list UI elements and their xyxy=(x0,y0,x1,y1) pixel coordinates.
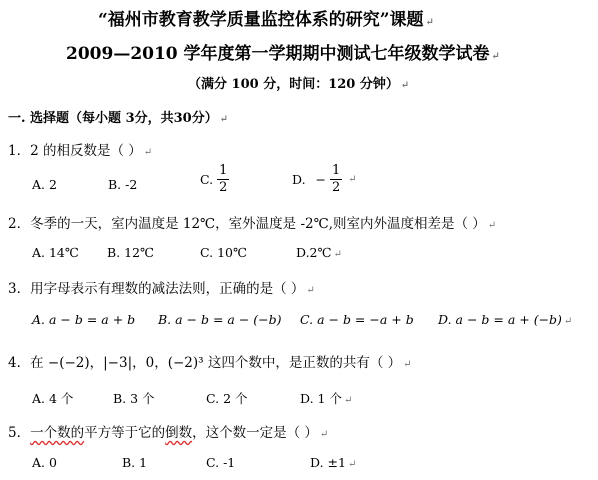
question-5-text: 平方等于它的 xyxy=(84,425,166,441)
minus-sign: − xyxy=(315,172,327,187)
q3-option-a xyxy=(32,312,135,327)
question-4-stem xyxy=(8,351,412,371)
q4-option-d xyxy=(300,389,352,407)
paragraph-mark-icon: ↵ xyxy=(143,147,153,158)
doc-title-text: “福州市教育教学质量监控体系的研究”课题 xyxy=(98,10,424,30)
question-1-text: 1．2 的相反数是（ ） xyxy=(8,143,142,159)
q1-option-d xyxy=(292,163,357,196)
section-heading xyxy=(8,107,228,126)
exam-subtitle xyxy=(188,73,409,92)
q5-option-d xyxy=(310,455,356,470)
q1-option-c-label: C. xyxy=(200,172,214,187)
question-5-number: 5． xyxy=(8,425,31,441)
q3-option-b xyxy=(158,312,282,327)
fraction xyxy=(217,163,229,196)
fraction xyxy=(330,163,342,196)
q4-option-d-text: D. 1 个 xyxy=(300,391,342,406)
q5-option-c: C. -1 xyxy=(206,455,236,470)
q5-option-a: A. 0 xyxy=(32,455,57,470)
q2-option-d xyxy=(296,245,342,260)
question-3-stem xyxy=(8,277,315,297)
paragraph-mark-icon: ↵ xyxy=(491,51,500,62)
paragraph-mark-icon: ↵ xyxy=(563,316,573,327)
q1-option-b: B. -2 xyxy=(108,177,138,192)
paragraph-mark-icon: ↵ xyxy=(348,174,357,185)
doc-title-line1 xyxy=(98,5,434,30)
fraction-numerator: 1 xyxy=(219,163,228,178)
doc-title-line2 xyxy=(66,39,500,64)
paragraph-mark-icon: ↵ xyxy=(306,285,315,296)
section-heading-text: 一. 选择题（每小题 3分，共30分） xyxy=(8,111,218,126)
paragraph-mark-icon: ↵ xyxy=(333,249,342,260)
exam-subtitle-text: （满分 100 分，时间：120 分钟） xyxy=(188,77,399,92)
q2-option-b: B. 12℃ xyxy=(107,245,155,260)
paragraph-mark-icon: ↵ xyxy=(403,359,412,370)
question-1-stem xyxy=(8,139,152,159)
q4-option-c: C. 2 个 xyxy=(206,391,248,406)
paragraph-mark-icon: ↵ xyxy=(319,429,329,440)
q5-option-d-text: D. ±1 xyxy=(310,455,346,470)
paragraph-mark-icon: ↵ xyxy=(347,459,357,470)
q2-option-a: A. 14℃ xyxy=(32,245,79,260)
q4-option-b: B. 3 个 xyxy=(113,391,155,406)
paragraph-mark-icon: ↵ xyxy=(487,220,497,231)
q3-option-d-text: D. a − b = a + (−b) xyxy=(438,312,562,327)
q4-option-a: A. 4 个 xyxy=(32,391,74,406)
q3-option-c-text: C. a − b = −a + b xyxy=(300,312,414,327)
question-2-stem xyxy=(8,212,496,232)
q2-option-d-text: D.2℃ xyxy=(296,245,332,260)
q1-option-c xyxy=(200,163,229,196)
exam-title-text: 2009—2010 学年度第一学期期中测试七年级数学试卷 xyxy=(66,44,490,64)
question-5-text-end: ，这个数一定是（ ） xyxy=(192,425,318,441)
q2-option-c: C. 10℃ xyxy=(200,245,247,260)
q1-option-d-label: D. xyxy=(292,172,306,187)
q3-option-a-text: A. a − b = a + b xyxy=(32,312,136,327)
paragraph-mark-icon: ↵ xyxy=(425,17,434,28)
q1-option-a: A. 2 xyxy=(32,177,57,192)
paragraph-mark-icon: ↵ xyxy=(400,80,410,91)
q3-option-b-text: B. a − b = a − (−b) xyxy=(158,312,282,327)
fraction-denominator: 2 xyxy=(332,180,341,195)
question-4-text: 4．在 −(−2)，|−3|，0，(−2)³ 这四个数中，是正数的共有（ ） xyxy=(8,355,402,371)
paragraph-mark-icon: ↵ xyxy=(343,395,353,406)
paragraph-mark-icon: ↵ xyxy=(219,114,229,125)
q3-option-d xyxy=(438,312,572,327)
spellcheck-underlined-text: 一个数的 xyxy=(30,425,85,441)
fraction-denominator: 2 xyxy=(219,180,228,195)
spellcheck-underlined-text: 倒数 xyxy=(165,425,193,441)
q3-option-c xyxy=(300,312,414,327)
q5-option-b: B. 1 xyxy=(122,455,148,470)
question-5-stem xyxy=(8,421,328,441)
question-2-text: 2．冬季的一天，室内温度是 12℃，室外温度是 -2℃,则室内外温度相差是（ ） xyxy=(8,216,486,232)
fraction-numerator: 1 xyxy=(332,163,341,178)
question-3-text: 3．用字母表示有理数的减法法则，正确的是（ ） xyxy=(8,281,305,297)
